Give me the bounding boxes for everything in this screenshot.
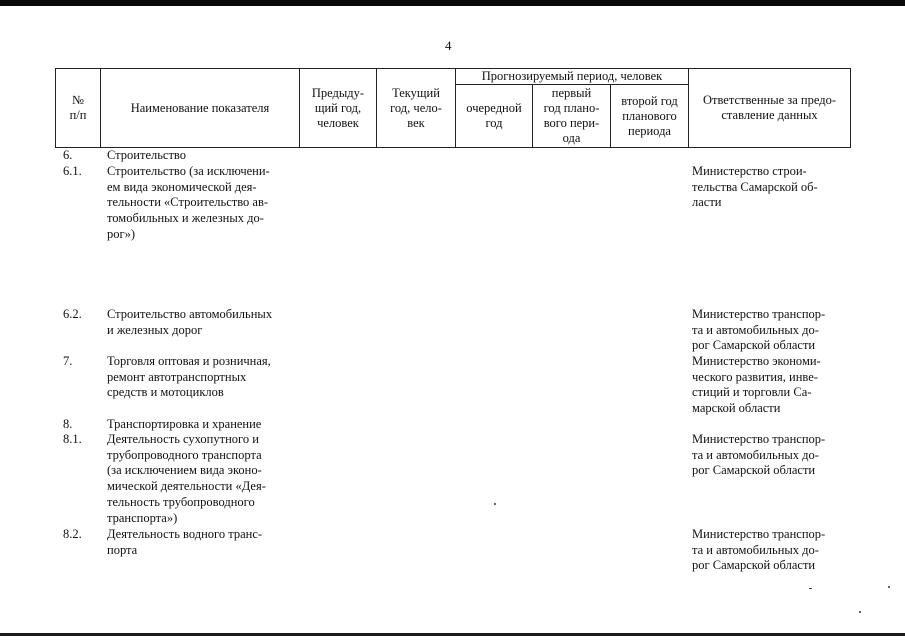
scan-speck bbox=[888, 586, 890, 588]
header-plan-year-2: второй год планового периода bbox=[621, 93, 678, 138]
row-number: 8.2. bbox=[63, 527, 82, 541]
row-name: Строительство bbox=[107, 148, 187, 162]
row-name: Торговля оптовая и розничная, ремонт автотранспортных средств и мотоциклов bbox=[107, 354, 271, 400]
header-current-year: Текущий год, чело- век bbox=[390, 85, 442, 130]
page-number: 4 bbox=[445, 38, 452, 53]
row-name: Деятельность водного транс- порта bbox=[107, 527, 263, 557]
bottom-border-rule bbox=[0, 633, 905, 636]
header-num: № п/п bbox=[69, 93, 87, 122]
row-number: 8. bbox=[63, 417, 73, 431]
row-name: Строительство автомобильных и железных дорог bbox=[107, 307, 273, 337]
row-number: 6. bbox=[63, 148, 73, 162]
row-responsible: Министерство транспор- та и автомобильных до- рог Самарской области bbox=[692, 432, 826, 478]
row-number: 7. bbox=[63, 354, 73, 368]
row-name: Строительство (за исключени- ем вида экономической дея- тельности «Строительство ав- томобильных и железных до- рог») bbox=[107, 164, 270, 241]
row-name: Транспортировка и хранение bbox=[107, 417, 262, 431]
scan-speck bbox=[809, 588, 812, 589]
row-number: 6.1. bbox=[63, 164, 82, 178]
row-name: Деятельность сухопутного и трубопроводного транспорта (за исключением вида эконо- мической деятельности «Дея- тельность трубопроводного транспорта») bbox=[107, 432, 266, 525]
scan-speck bbox=[859, 611, 861, 613]
header-next-year: очередной год bbox=[466, 101, 522, 130]
row-responsible: Министерство транспор- та и автомобильных до- рог Самарской области bbox=[692, 527, 826, 573]
header-prev-year: Предыду- щий год, человек bbox=[311, 85, 365, 130]
header-responsible: Ответственные за предо- ставление данных bbox=[702, 93, 837, 122]
row-responsible: Министерство экономи- ческого развития, инве- стиций и торговли Са- марской области bbox=[692, 354, 821, 416]
row-number: 6.2. bbox=[63, 307, 82, 321]
table-header bbox=[0, 0, 905, 150]
header-forecast-group: Прогнозируемый период, человек bbox=[481, 69, 663, 83]
row-number: 8.1. bbox=[63, 432, 82, 446]
header-plan-year-1: первый год плано- вого пери- ода bbox=[543, 86, 600, 145]
scan-speck bbox=[494, 503, 496, 505]
header-name: Наименование показателя bbox=[130, 100, 270, 115]
row-responsible: Министерство строи- тельства Самарской об- ласти bbox=[692, 164, 818, 210]
row-responsible: Министерство транспор- та и автомобильных до- рог Самарской области bbox=[692, 307, 826, 353]
